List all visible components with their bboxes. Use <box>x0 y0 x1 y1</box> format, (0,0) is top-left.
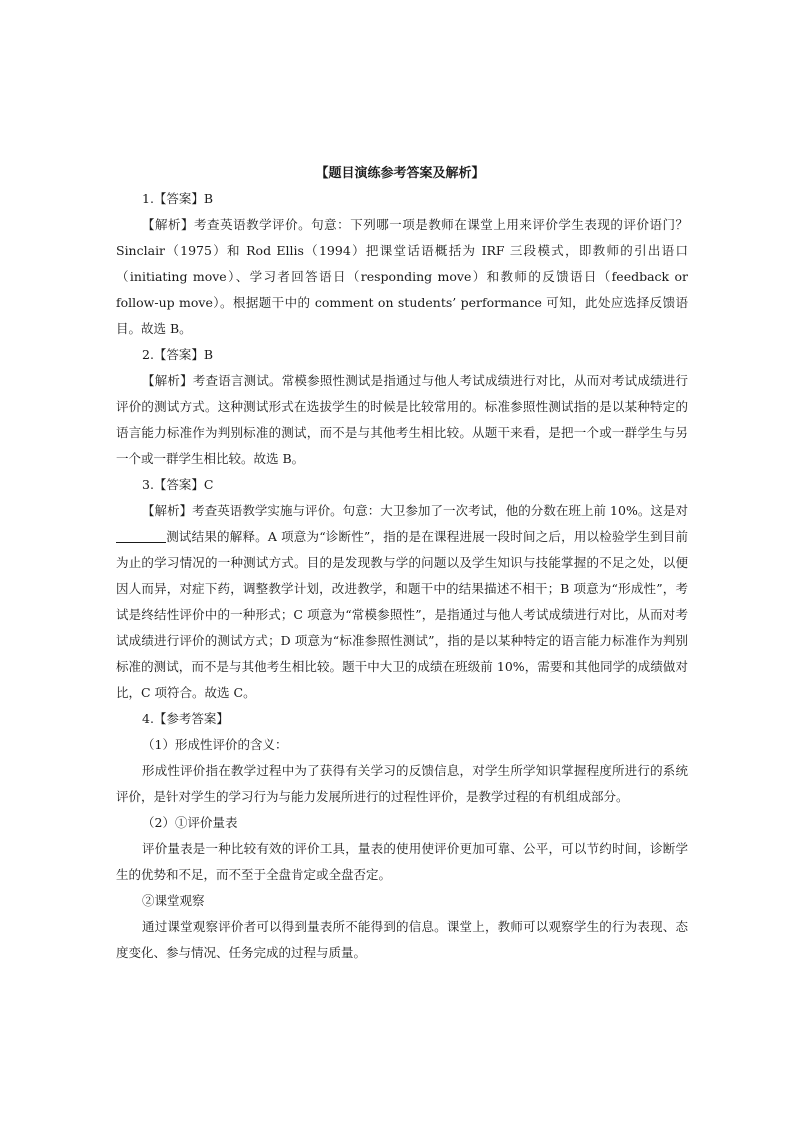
q3-analysis-part2: 测试结果的解释。A 项意为“诊断性”，指的是在课程进展一段时间之后，用以检验学生到目前为止的学习情况的一种测试方式。目的是发现教与学的问题以及学生知识与技能掌握的不足之处，以便因人而异，对症下药，调整教学计划，改进教学，和题干中的结果描述不相干；B 项意为“形成性”，考试是终结性评价中的一种形式；C 项意为“常模参照性”，是指通过与他人考试成绩进行对比，从而对考试成绩进行评价的测试方式；D 项意为“标准参照性测试”，指的是以某种特定的语言能力标准作为判别标准的测试，而不是与其他考生相比较。题干中大卫的成绩在班级前 10%，需要和其他同学的成绩做对比，C 项符合。故选 C。 <box>116 529 688 700</box>
q1-answer: 1.【答案】B <box>142 191 214 206</box>
answer-content <box>116 186 688 966</box>
q2-answer: 2.【答案】B <box>142 347 214 362</box>
q4-subheading-1: （1）形成性评价的含义： <box>142 737 288 752</box>
q4-text-1: 形成性评价指在教学过程中为了获得有关学习的反馈信息，对学生所学知识掌握程度所进行的系统评价，是针对学生的学习行为与能力发展所进行的过程性评价，是教学过程的有机组成部分。 <box>116 763 688 804</box>
section-title: 【题目演练参考答案及解析】 <box>315 166 485 181</box>
q3-answer: 3.【答案】C <box>142 477 214 492</box>
q4-text-2: 评价量表是一种比较有效的评价工具，量表的使用使评价更加可靠、公平，可以节约时间，诊断学生的优势和不足，而不至于全盘肯定或全盘否定。 <box>116 841 688 882</box>
fill-in-blank <box>116 530 166 543</box>
q4-text-3: 通过课堂观察评价者可以得到量表所不能得到的信息。课堂上，教师可以观察学生的行为表现、态度变化、参与情况、任务完成的过程与质量。 <box>116 919 688 960</box>
q3-analysis <box>116 498 688 706</box>
q2-analysis: 【解析】考查语言测试。常模参照性测试是指通过与他人考试成绩进行对比，从而对考试成绩进行评价的测试方式。这种测试形式在选拔学生的时候是比较常用的。标准参照性测试指的是以某种特定的语言能力标准作为判别标准的测试，而不是与其他考生相比较。从题干来看，是把一个或一群学生与另一个或一群学生相比较。故选 B。 <box>116 373 688 466</box>
q4-subheading-3: ②课堂观察 <box>142 893 205 908</box>
q3-analysis-part1: 【解析】考查英语教学实施与评价。句意：大卫参加了一次考试，他的分数在班上前 10%。这是对 <box>142 503 688 518</box>
q4-subheading-2: （2）①评价量表 <box>142 815 238 830</box>
q1-analysis: 【解析】考查英语教学评价。句意：下列哪一项是教师在课堂上用来评价学生表现的评价语门？Sinclair（1975）和 Rod Ellis（1994）把课堂话语概括为 IRF 三段模式，即教师的引出语口（initiating move）、学习者回答语日（responding move）和教师的反馈语日（feedback or follow-up move）。根据题干中的 comment on students’ performance 可知，此处应选择反馈语目。故选 B。 <box>116 217 688 336</box>
q4-answer: 4.【参考答案】 <box>142 711 229 726</box>
